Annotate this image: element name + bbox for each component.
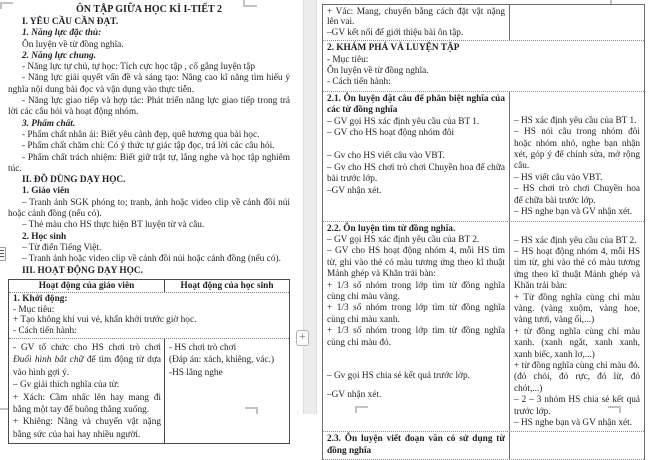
paragraph: + 1/3 số nhóm trong lớp tìm từ đồng nghĩa cùng chỉ màu xanh. [327, 303, 505, 325]
crop-mark [243, 0, 257, 7]
paragraph [13, 342, 161, 379]
text-run: để tìm động từ dựa vào hình gợi ý. [13, 355, 161, 378]
paragraph: Ôn luyện về từ đồng nghĩa. [22, 39, 124, 50]
paragraph: - Phẩm chất chăm chỉ: Có ý thức tự giác tập đọc, trả lời các câu hỏi. [22, 141, 275, 152]
paragraph: + 1/3 số nhóm trong lớp tìm từ đồng nghĩa cùng chỉ màu vàng. [327, 280, 505, 302]
paragraph: – GV cho HS hoạt động nhóm 4, mỗi HS tìm từ, ghi vào thẻ có màu tương ứng theo kĩ thuật Mảnh ghép và Khăn trải bàn: [327, 246, 505, 280]
subheading-hoc-sinh: 2. Học sinh [22, 231, 67, 242]
paragraph: – Tranh ảnh SGK phóng to; tranh, ảnh hoặc video clip về cảnh đồi núi hoặc cánh đồng (nếu có). [8, 197, 290, 220]
paragraph: - Mục tiêu: [327, 54, 369, 65]
activity-heading-kham-pha: 2. KHÁM PHÁ VÀ LUYỆN TẬP [327, 43, 460, 54]
table-header-hs: Hoạt động của học sinh [180, 280, 274, 291]
add-button[interactable]: + [296, 330, 309, 346]
table-cell-gv [323, 222, 510, 432]
table-cell-hs [165, 339, 289, 443]
activity-heading-2-2: 2.2. Ôn luyện tìm từ đồng nghĩa. [327, 223, 456, 234]
paragraph: – HS xác định yêu cầu của BT 2. [514, 235, 637, 246]
paragraph: –GV nhận xét. [327, 390, 382, 401]
table-cell-hs [510, 222, 644, 432]
paragraph: Ôn luyện về từ đồng nghĩa. [327, 66, 429, 77]
paragraph: - Cách tiến hành: [327, 77, 391, 88]
table-cell-gv [323, 5, 510, 40]
paragraph: - Năng lực tự chủ, tự học: Tích cực học tập , cố gắng luyện tập [22, 62, 255, 73]
paragraph: – 2 – 3 nhóm HS chia sẻ kết quả trước lớp. [514, 395, 640, 417]
paragraph: – Tranh ảnh hoặc video clip về cảnh đồi núi hoặc cánh đồng (nếu có). [22, 254, 281, 265]
paragraph: – Gv gọi HS chia sẻ kết quả trước lớp. [327, 370, 470, 381]
page-1-text-area [8, 3, 290, 277]
game-name-italic: Đuổi hình bắt chữ [13, 355, 84, 366]
table-row [9, 339, 289, 443]
paragraph: –GV kết nối để giới thiệu bài ôn tập. [327, 27, 464, 38]
document-page-2 [317, 0, 650, 456]
section-heading-do-dung: II. ĐỒ DÙNG DẠY HỌC. [22, 175, 126, 186]
paragraph: + Tạo không khí vui vẻ, khấn khởi trước giờ học. [13, 315, 197, 326]
paragraph: – GV gọi HS xác định yêu cầu của BT 1. [327, 116, 480, 127]
paragraph: – HS nói câu trong nhóm đôi hoặc nhóm nhỏ, nghe bạn nhận xét, góp ý để chỉnh sửa, mở rộng câu. [514, 127, 640, 172]
table-row-kham-pha [323, 41, 644, 92]
paragraph: - Năng lực giải quyết vấn đề và sáng tạo: Nâng cao kĩ năng tìm hiểu ý nghĩa nội dung bài đọc và vận dụng vào thực tiễn. [8, 73, 290, 95]
document-page-1 [0, 0, 303, 440]
section-heading-yeu-cau: I. YÊU CẦU CẦN ĐẠT. [22, 17, 119, 27]
paragraph: – GV cho HS hoạt động nhóm đôi [327, 128, 455, 139]
text-run: - GV tổ chức cho HS chơi trò chơi [13, 342, 161, 353]
section-heading-hoat-dong: III. HOẠT ĐỘNG DẠY HỌC. [22, 265, 143, 276]
table-row-khoi-dong [9, 293, 289, 339]
subheading-pham-chat: 3. Phẩm chất. [22, 118, 76, 129]
subheading-nang-luc-chung: 2. Năng lực chung. [22, 50, 97, 61]
paragraph: + 1/3 số nhóm trong lớp tìm từ đồng nghĩa cùng chỉ màu đỏ. [327, 326, 505, 348]
paragraph: + Từ đồng nghĩa cùng chỉ màu vàng. (vàng xuộm, vàng hoe, vàng tươi, vàng ối,...) [514, 292, 640, 326]
crop-mark [355, 406, 368, 413]
table-cell-hs-empty [510, 432, 644, 459]
activities-table-page-2 [322, 4, 645, 460]
table-header-row [9, 280, 289, 294]
table-cell-hs-empty [510, 5, 644, 40]
paragraph: –GV nhận xét. [327, 185, 382, 196]
table-cell-gv [323, 432, 510, 459]
paragraph: - Năng lực giao tiếp và hợp tác: Phát triển năng lực giao tiếp trong trả lời các câu hỏi và hoạt động nhóm. [8, 96, 290, 118]
paragraph: – Gv cho HS chơi trò chơi Chuyền hoa để chữa bài trước lớp. [327, 162, 505, 185]
subheading-giao-vien: 1. Giáo viên [22, 186, 70, 197]
activity-heading-2-1: 2.1. Ôn luyện đặt câu để phân biệt nghĩa của các từ đồng nghĩa [327, 93, 505, 116]
paragraph: – HS viết câu vào VBT. [514, 172, 603, 183]
paragraph: – HS nghe bạn và GV nhận xét. [514, 207, 633, 218]
table-cell-hs [510, 92, 644, 221]
table-cell-gv [9, 339, 165, 443]
paragraph: – HS xác định yêu cầu của BT 1. [514, 115, 637, 126]
crop-mark [610, 0, 612, 4]
activity-heading-2-3: 2.3. Ôn luyện viết đoạn văn có sử dụng từ đồng nghĩa [327, 434, 505, 456]
paragraph: – HS nghe bạn và GV nhận xét. [514, 418, 633, 428]
crop-mark [0, 408, 8, 410]
subheading-nang-luc-dac-thu: 1. Năng lực đặc thù: [22, 28, 102, 39]
paragraph: - Phẩm chất nhân ái: Biết yêu cảnh đẹp, quê hương qua bài học. [22, 129, 260, 140]
paragraph: + Khiêng: Nâng và chuyển vật nặng bằng sức của hai hay nhiều người. [13, 417, 161, 440]
paragraph: -HS lắng nghe [169, 367, 223, 378]
paragraph: - Phẩm chất trách nhiệm: Biết giữ trật tự, lắng nghe và học tập nghiêm túc. [8, 152, 290, 174]
table-header-gv: Hoạt động của giáo viên [9, 280, 165, 293]
paragraph: + từ đồng nghĩa cùng chỉ màu xanh. (xanh ngắt, xanh xanh, xanh biếc, xanh lơ,...) [514, 326, 640, 360]
table-row-2-3 [323, 432, 644, 460]
table-cell-gv [323, 92, 510, 221]
crop-mark [245, 407, 258, 414]
left-edge-widget[interactable] [0, 247, 6, 261]
table-row-2-1 [323, 92, 644, 222]
activities-table-page-1 [8, 279, 290, 444]
paragraph: – Gv giải thích nghĩa của từ: [13, 380, 120, 391]
crop-mark [608, 406, 621, 413]
paragraph: + từ đồng nghĩa cùng chỉ màu đỏ. (đỏ chói, đỏ rực, đỏ lừ, đỏ chót,...) [514, 360, 640, 394]
paragraph: + Vác: Mang, chuyển bằng cách đặt vật nặng lên vai. [327, 7, 505, 28]
page-gutter [303, 0, 317, 414]
paragraph: - Mục tiêu: [13, 304, 55, 315]
table-row-continuation [323, 5, 644, 41]
paragraph: – Thẻ màu cho HS thực hiện BT luyện từ và câu. [22, 220, 205, 231]
paragraph: - Cách tiến hành: [13, 325, 77, 336]
paragraph: – GV gọi HS xác định yêu cầu của BT 2. [327, 234, 480, 245]
activity-heading-khoi-dong: 1. Khởi động: [13, 294, 68, 305]
paragraph: + Xách: Cầm nhấc lên hay mang đi bằng một tay để buông thẳng xuống. [13, 392, 161, 415]
table-row-2-2 [323, 222, 644, 433]
paragraph: – Gv cho HS viết câu vào VBT. [327, 151, 445, 162]
paragraph: (Đáp án: xách, khiêng, vác.) [169, 355, 275, 366]
crop-mark [0, 2, 13, 9]
paragraph: – HS chơi trò chơi Chuyền hoa để chữa bài trước lớp. [514, 184, 640, 206]
paragraph: – Từ điển Tiếng Việt. [22, 242, 102, 253]
paragraph: – HS hoạt động nhóm 4, mỗi HS tìm từ, ghi vào thẻ có màu tương ứng theo kĩ thuật Mảnh ghép và Khăn trải bàn: [514, 246, 640, 292]
document-title: ÔN TẬP GIỮA HỌC KÌ I-TIẾT 2 [76, 4, 222, 15]
paragraph: - HS chơi trò chơi [169, 342, 237, 353]
